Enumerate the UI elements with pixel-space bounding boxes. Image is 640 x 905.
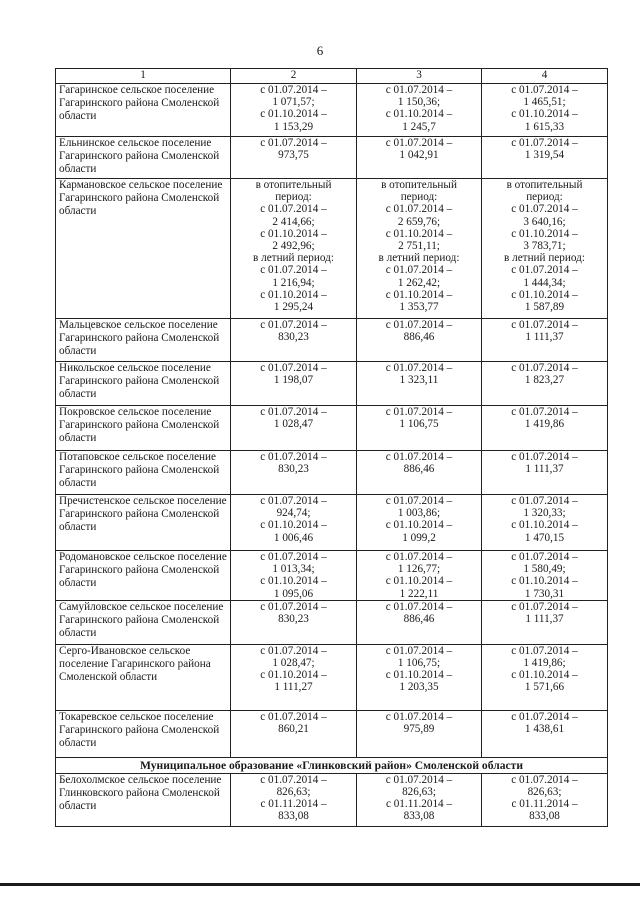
tariff-value-col2: с 01.07.2014 – 973,75 <box>231 137 357 179</box>
tariff-value-col3: с 01.07.2014 – 826,63; с 01.11.2014 – 833,08 <box>357 773 482 826</box>
tariff-value-col4: с 01.07.2014 – 1 465,51; с 01.10.2014 – 1 615,33 <box>482 84 608 137</box>
settlement-name: Кармановское сельское поселение Гагаринского района Смоленской области <box>56 179 231 319</box>
tariff-value-col3: с 01.07.2014 – 1 042,91 <box>357 137 482 179</box>
tariff-value-col2: с 01.07.2014 – 1 013,34; с 01.10.2014 – 1 095,06 <box>231 551 357 601</box>
tariff-value-col3: с 01.07.2014 – 1 150,36; с 01.10.2014 – 1 245,7 <box>357 84 482 137</box>
settlement-name: Мальцевское сельское поселение Гагаринского района Смоленской области <box>56 319 231 362</box>
tariff-value-col4: с 01.07.2014 – 1 419,86 <box>482 406 608 451</box>
table-row <box>56 84 608 137</box>
tariff-value-col4: с 01.07.2014 – 1 419,86; с 01.10.2014 – 1 571,66 <box>482 644 608 710</box>
table-row <box>56 710 608 757</box>
tariff-value-col3: в отопительный период: с 01.07.2014 – 2 659,76; с 01.10.2014 – 2 751,11; в летний период: с 01.07.2014 – 1 262,42; с 01.10.2014 – 1 353,77 <box>357 179 482 319</box>
tariff-value-col4: с 01.07.2014 – 1 438,61 <box>482 710 608 757</box>
table-row <box>56 644 608 710</box>
settlement-name: Гагаринское сельское поселение Гагаринского района Смоленской области <box>56 84 231 137</box>
tariff-value-col3: с 01.07.2014 – 886,46 <box>357 319 482 362</box>
tariff-value-col4: в отопительный период: с 01.07.2014 – 3 640,16; с 01.10.2014 – 3 783,71; в летний период: с 01.07.2014 – 1 444,34; с 01.10.2014 – 1 587,89 <box>482 179 608 319</box>
settlement-name: Потаповское сельское поселение Гагаринского района Смоленской области <box>56 451 231 495</box>
tariff-value-col2: с 01.07.2014 – 924,74; с 01.10.2014 – 1 006,46 <box>231 495 357 551</box>
settlement-name: Никольское сельское поселение Гагаринского района Смоленской области <box>56 362 231 406</box>
header-cell-3: 3 <box>357 69 482 84</box>
settlement-name: Ельнинское сельское поселение Гагаринского района Смоленской области <box>56 137 231 179</box>
table-row <box>56 179 608 319</box>
tariff-value-col3: с 01.07.2014 – 975,89 <box>357 710 482 757</box>
tariff-value-col2: с 01.07.2014 – 826,63; с 01.11.2014 – 833,08 <box>231 773 357 826</box>
tariff-value-col2: с 01.07.2014 – 830,23 <box>231 319 357 362</box>
settlement-name: Серго-Ивановское сельское поселение Гагаринского района Смоленской области <box>56 644 231 710</box>
section-header-row <box>56 757 608 773</box>
table-row <box>56 551 608 601</box>
tariff-value-col3: с 01.07.2014 – 886,46 <box>357 600 482 644</box>
tariff-value-col2: с 01.07.2014 – 1 198,07 <box>231 362 357 406</box>
tariff-value-col4: с 01.07.2014 – 1 111,37 <box>482 319 608 362</box>
header-cell-1: 1 <box>56 69 231 84</box>
settlement-name: Пречистенское сельское поселение Гагаринского района Смоленской области <box>56 495 231 551</box>
tariff-value-col2: с 01.07.2014 – 830,23 <box>231 600 357 644</box>
tariff-value-col3: с 01.07.2014 – 1 106,75 <box>357 406 482 451</box>
table-row <box>56 137 608 179</box>
tariff-value-col4: с 01.07.2014 – 1 580,49; с 01.10.2014 – 1 730,31 <box>482 551 608 601</box>
settlement-name: Самуйловское сельское поселение Гагаринского района Смоленской области <box>56 600 231 644</box>
tariff-value-col3: с 01.07.2014 – 1 106,75; с 01.10.2014 – 1 203,35 <box>357 644 482 710</box>
settlement-name: Родомановское сельское поселение Гагаринского района Смоленской области <box>56 551 231 601</box>
header-cell-2: 2 <box>231 69 357 84</box>
tariff-value-col2: с 01.07.2014 – 1 028,47; с 01.10.2014 – 1 111,27 <box>231 644 357 710</box>
tariff-value-col4: с 01.07.2014 – 1 320,33; с 01.10.2014 – 1 470,15 <box>482 495 608 551</box>
tariff-value-col3: с 01.07.2014 – 1 003,86; с 01.10.2014 – 1 099,2 <box>357 495 482 551</box>
settlement-name: Токаревское сельское поселение Гагаринского района Смоленской области <box>56 710 231 757</box>
tariff-value-col3: с 01.07.2014 – 1 126,77; с 01.10.2014 – 1 222,11 <box>357 551 482 601</box>
table-row <box>56 319 608 362</box>
settlement-name: Покровское сельское поселение Гагаринского района Смоленской области <box>56 406 231 451</box>
header-row <box>56 69 608 84</box>
table-row <box>56 600 608 644</box>
tariff-value-col3: с 01.07.2014 – 1 323,11 <box>357 362 482 406</box>
tariff-value-col2: с 01.07.2014 – 1 028,47 <box>231 406 357 451</box>
tariff-value-col4: с 01.07.2014 – 826,63; с 01.11.2014 – 833,08 <box>482 773 608 826</box>
tariff-value-col4: с 01.07.2014 – 1 111,37 <box>482 451 608 495</box>
table-row <box>56 495 608 551</box>
page-number: 6 <box>316 43 324 58</box>
tariff-value-col4: с 01.07.2014 – 1 319,54 <box>482 137 608 179</box>
page-bottom-rule <box>0 883 640 886</box>
table-row <box>56 362 608 406</box>
table-row <box>56 773 608 826</box>
table-row <box>56 406 608 451</box>
tariff-value-col2: с 01.07.2014 – 860,21 <box>231 710 357 757</box>
settlement-name: Белохолмское сельское поселение Глинковского района Смоленской области <box>56 773 231 826</box>
header-cell-4: 4 <box>482 69 608 84</box>
tariff-table <box>55 68 608 827</box>
tariff-value-col2: с 01.07.2014 – 1 071,57; с 01.10.2014 – 1 153,29 <box>231 84 357 137</box>
tariff-value-col4: с 01.07.2014 – 1 823,27 <box>482 362 608 406</box>
table-row <box>56 451 608 495</box>
tariff-value-col3: с 01.07.2014 – 886,46 <box>357 451 482 495</box>
tariff-value-col2: в отопительный период: с 01.07.2014 – 2 414,66; с 01.10.2014 – 2 492,96; в летний период: с 01.07.2014 – 1 216,94; с 01.10.2014 – 1 295,24 <box>231 179 357 319</box>
tariff-value-col2: с 01.07.2014 – 830,23 <box>231 451 357 495</box>
municipality-section-title: Муниципальное образование «Глинковский район» Смоленской области <box>56 757 608 773</box>
tariff-value-col4: с 01.07.2014 – 1 111,37 <box>482 600 608 644</box>
